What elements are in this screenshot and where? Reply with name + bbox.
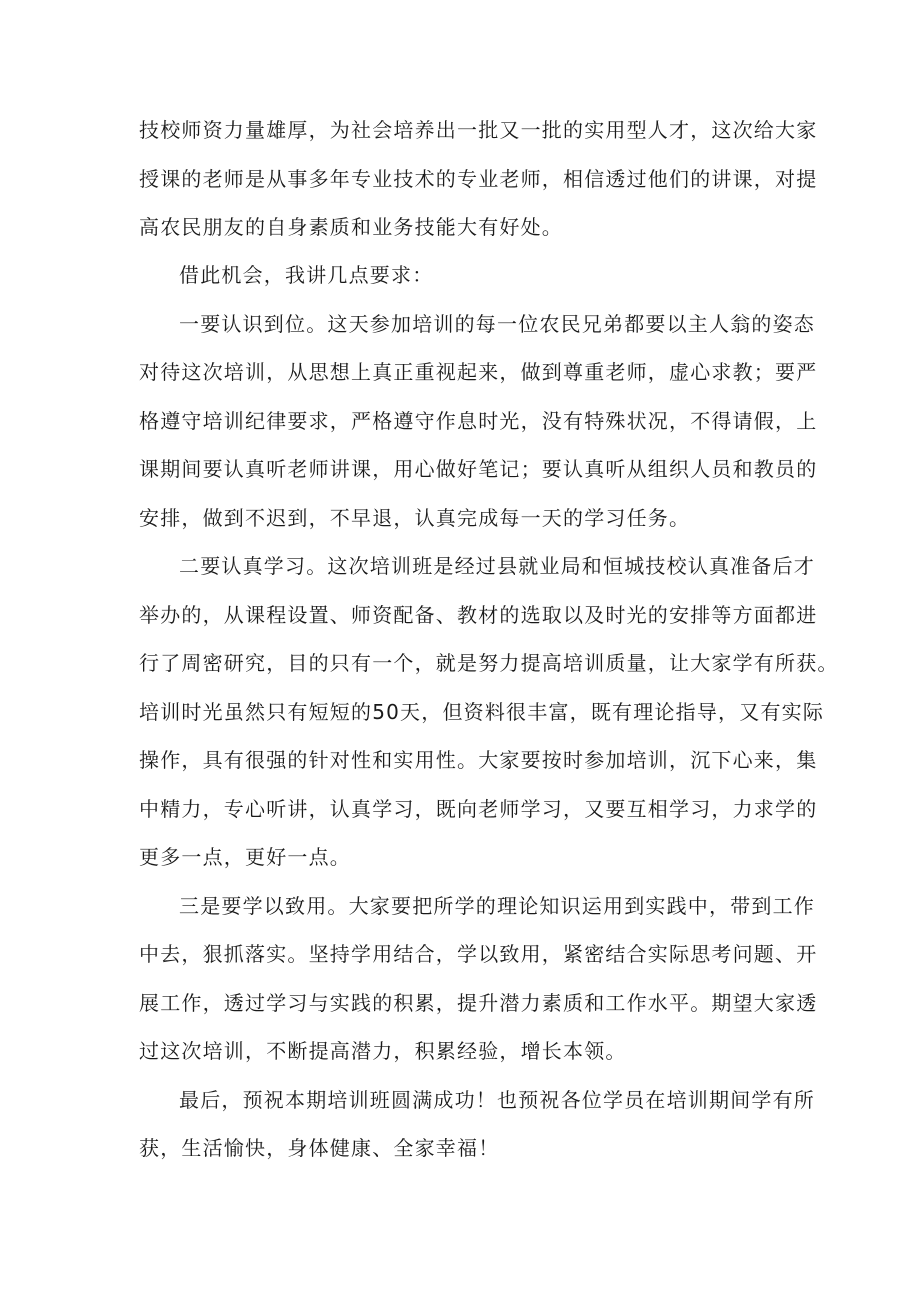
text-line: 培训时光虽然只有短短的50天，但资料很丰富，既有理论指导，又有实际 — [139, 700, 825, 724]
text-line: 中精力，专心听讲，认真学习，既向老师学习，又要互相学习，力求学的 — [139, 797, 818, 821]
text-line: 授课的老师是从事多年专业技术的专业老师，相信透过他们的讲课，对提 — [139, 167, 818, 191]
text-line: 展工作，透过学习与实践的积累，提升潜力素质和工作水平。期望大家透 — [139, 991, 818, 1015]
paragraph-start-line: 一要认识到位。这天参加培训的每一位农民兄弟都要以主人翁的姿态 — [179, 312, 815, 336]
text-line: 获，生活愉快，身体健康、全家幸福！ — [139, 1136, 500, 1160]
paragraph-start-line: 二要认真学习。这次培训班是经过县就业局和恒城技校认真准备后才 — [179, 554, 815, 578]
text-line: 高农民朋友的自身素质和业务技能大有好处。 — [139, 215, 563, 239]
paragraph-start-line: 最后，预祝本期培训班圆满成功！也预祝各位学员在培训期间学有所 — [179, 1088, 815, 1112]
text-line: 课期间要认真听老师讲课，用心做好笔记；要认真听从组织人员和教员的 — [139, 457, 818, 481]
text-line: 格遵守培训纪律要求，严格遵守作息时光，没有特殊状况，不得请假，上 — [139, 409, 818, 433]
text-line: 技校师资力量雄厚，为社会培养出一批又一批的实用型人才，这次给大家 — [139, 118, 818, 142]
text-line: 操作，具有很强的针对性和实用性。大家要按时参加培训，沉下心来，集 — [139, 748, 818, 772]
text-line: 更多一点，更好一点。 — [139, 845, 351, 869]
text-line: 对待这次培训，从思想上真正重视起来，做到尊重老师，虚心求教；要严 — [139, 360, 818, 384]
text-line: 行了周密研究，目的只有一个，就是努力提高培训质量，让大家学有所获。 — [139, 651, 839, 675]
paragraph-start-line: 三是要学以致用。大家要把所学的理论知识运用到实践中，带到工作 — [179, 894, 815, 918]
text-line: 安排，做到不迟到，不早退，认真完成每一天的学习任务。 — [139, 506, 691, 530]
paragraph-start-line: 借此机会，我讲几点要求： — [179, 263, 434, 287]
text-line: 中去，狠抓落实。坚持学用结合，学以致用，紧密结合实际思考问题、开 — [139, 942, 818, 966]
text-line: 过这次培训，不断提高潜力，积累经验，增长本领。 — [139, 1039, 627, 1063]
text-line: 举办的，从课程设置、师资配备、教材的选取以及时光的安排等方面都进 — [139, 603, 818, 627]
